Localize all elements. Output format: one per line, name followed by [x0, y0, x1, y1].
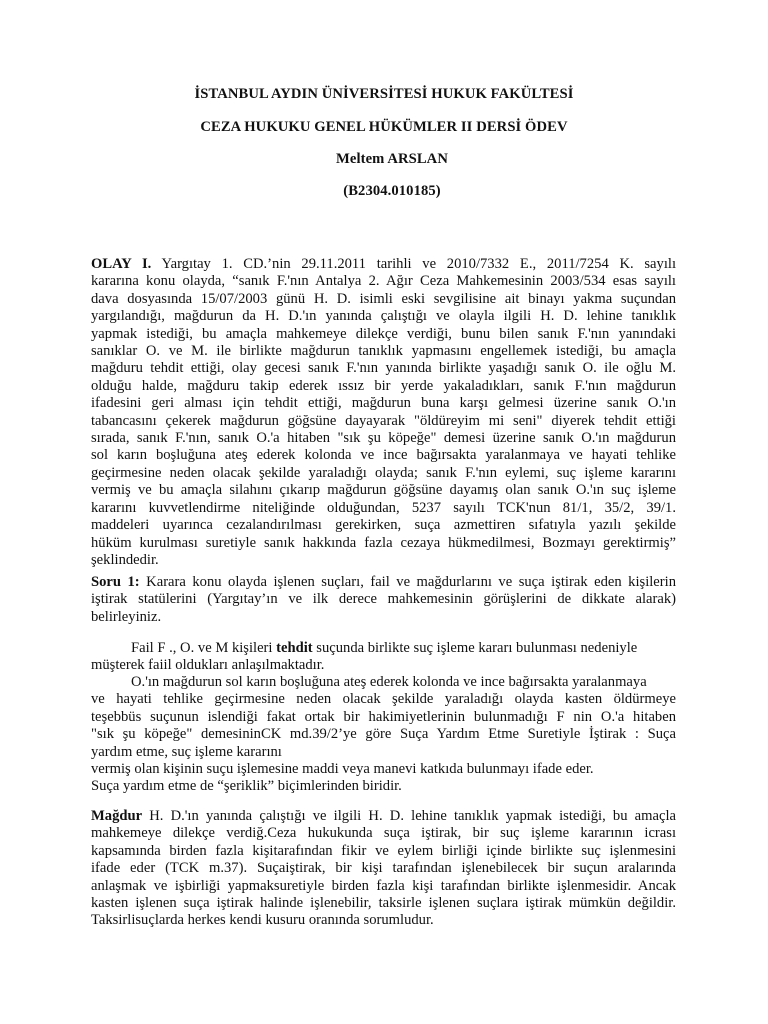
question-line: iştirak statülerini (Yargıtay’ın ve ilk derece mahkemesinin görüşlerini de dikkate alarak) — [91, 591, 676, 608]
olay-line: yargılandığı, mağdurun da H. D.'ın yanında çalıştığı ve olayla ilgili H. D. lehine tanıklık — [91, 308, 676, 325]
olay-line: geçirmesine neden olacak şekilde yaraladığı olayda; sanık F.'nın eylemi, suç işleme kararını — [91, 464, 676, 481]
answer-line: Fail F ., O. ve M kişileri tehdit suçunda birlikte suç işleme kararı bulunması nedeniyle — [131, 640, 638, 656]
question-paragraph — [91, 574, 676, 626]
olay-line: kararına konu olayda, “sanık F.'nın Antalya 2. Ağır Ceza Mahkemesinin 2003/534 esas sayılı — [91, 273, 676, 290]
magdur-line: Taksirlisuçlarda herkes kendi kusuru oranında sorumludur. — [91, 912, 434, 929]
olay-line: sol karın boşluğuna ateş ederek kolonda ve ince bağırsakta yaralanmaya ve hayati tehlike — [91, 447, 676, 464]
answer-line: yardım etme, suç işleme kararını — [91, 743, 282, 760]
university-title: İSTANBUL AYDIN ÜNİVERSİTESİ HUKUK FAKÜLTESİ — [194, 86, 574, 102]
question-label: Soru 1: — [91, 574, 140, 590]
author-name: Meltem ARSLAN — [336, 151, 448, 167]
answer-yardim-paragraph — [91, 674, 676, 796]
question-line: belirleyiniz. — [91, 608, 162, 625]
answer-line: Suça yardım etme de “şeriklik” biçimlerinden biridir. — [91, 778, 402, 795]
course-title: CEZA HUKUKU GENEL HÜKÜMLER II DERSİ ÖDEV — [200, 119, 568, 135]
olay-paragraph — [91, 256, 676, 569]
magdur-line: Mağdur H. D.'ın yanında çalıştığı ve ilgili H. D. lehine tanıklık yapmak istediği, bu amaçla — [91, 808, 676, 824]
tehdit-emphasis: tehdit — [276, 640, 313, 656]
olay-line: kararını kuvvetlendirme niteliğinde olduğundan, 5237 sayılı TCK'nun 81/1, 35/2, 39/1. — [91, 499, 676, 516]
olay-label: OLAY I. — [91, 256, 152, 272]
answer-line: teşebbüs suçunun islendiği fakat ortak bir hakimiyetlerinin bulunmadığı F nin O.'a hitaben — [91, 708, 676, 725]
olay-line: sanıklar O. ve M. ile birlikte mağdurun tanıklık yapmasını engellemek istediği, bu amaçla — [91, 343, 676, 360]
student-id: (B2304.010185) — [343, 183, 441, 199]
olay-line: ifadesini geri alması için tehdit ettiği, mağdurun buna karşı gelmesi üzerine sanık O.'ın — [91, 395, 676, 412]
olay-line: sırada, sanık F.'nın, sanık O.'a hitaben "sık şu köpeğe" demesi üzerine sanık O.'ın mağdurun — [91, 430, 676, 447]
olay-line: yapmak istediği, bu amaçla mahkemeye dilekçe verdiği, bunu bilen sanık F.'nın yanındaki — [91, 325, 676, 342]
answer-line: müşterek faiil oldukları anlaşılmaktadır. — [91, 657, 325, 674]
olay-line: dava dosyasında 15/07/2003 günü H. D. isimli eski sevgilisine ait binayı yakma suçundan — [91, 290, 676, 307]
answer-line: vermiş olan kişinin suçu işlemesine maddi veya manevi katkıda bulunmayı ifade eder. — [91, 761, 594, 778]
magdur-line: anlaşmak ve işbirliği yapmaksuretiyle birden fazla kişi tarafından birlikte işlenmesidir. Ancak — [91, 877, 676, 894]
olay-line: maddeleri uyarınca cezalandırılması gerekirken, suça azmettiren sıfatıyla yazılı şekilde — [91, 517, 676, 534]
olay-line: tabancasını çekerek mağdurun göğsüne dayayarak "öldüreyim mi seni" diyerek tehdit ettiği — [91, 412, 676, 429]
olay-line: hüküm kurulması suretiyle sanık hakkında fazla cezaya hükmedilmesi, Bozmayı gerektirmiş” — [91, 534, 676, 551]
olay-line: mağduru tehdit ettiği, olay gecesi sanık F.'nın yanında birlikte yaşadığı sanık O. ile oğlu M. — [91, 360, 676, 377]
answer-line: "sık şu köpeğe" demesininCK md.39/2’ye göre Suça Yardım Etme Suretiyle İştirak : Suça — [91, 726, 676, 743]
answer-line: ve hayati tehlike geçirmesine neden olacak şekilde yaraladığı olayda kasten öldürmeye — [91, 691, 676, 708]
magdur-line: kapsamında birden fazla kişitarafından fikir ve eylem birliği içinde birlikte suç işlenmesini — [91, 842, 676, 859]
answer-tehdit-paragraph — [91, 640, 676, 675]
magdur-line: mahkemeye dilekçe verdiğ.Ceza hukukunda suça iştirak, bir suç işleme kararının icrası — [91, 825, 676, 842]
magdur-label: Mağdur — [91, 808, 143, 824]
magdur-paragraph — [91, 808, 676, 930]
magdur-line: kasten işlenen suça iştirak halinde işlenebilir, taksirle işlenen suçlara iştirak mümkün değildir. — [91, 895, 676, 912]
olay-line: vermiş ve bu amaçla silahını çıkarıp mağdurun göğsüne dayamış olan sanık O.'ın suç işleme — [91, 482, 676, 499]
olay-line: olduğu halde, mağduru takip ederek ıssız bir yerde yakaladıkları, sanık F.'nın mağdurun — [91, 377, 676, 394]
question-line: Soru 1: Karara konu olayda işlenen suçları, fail ve mağdurlarını ve suça iştirak eden kişilerin — [91, 574, 676, 590]
magdur-line: ifade eder (TCK m.37). Suçaiştirak, bir kişi tarafından işlenebilecek bir suçun aralarında — [91, 860, 676, 877]
olay-line: OLAY I. Yargıtay 1. CD.’nin 29.11.2011 tarihli ve 2010/7332 E., 2011/7254 K. sayılı — [91, 256, 676, 272]
answer-line: O.'ın mağdurun sol karın boşluğuna ateş ederek kolonda ve ince bağırsakta yaralanmaya — [131, 674, 647, 690]
olay-line: şeklindedir. — [91, 551, 159, 568]
